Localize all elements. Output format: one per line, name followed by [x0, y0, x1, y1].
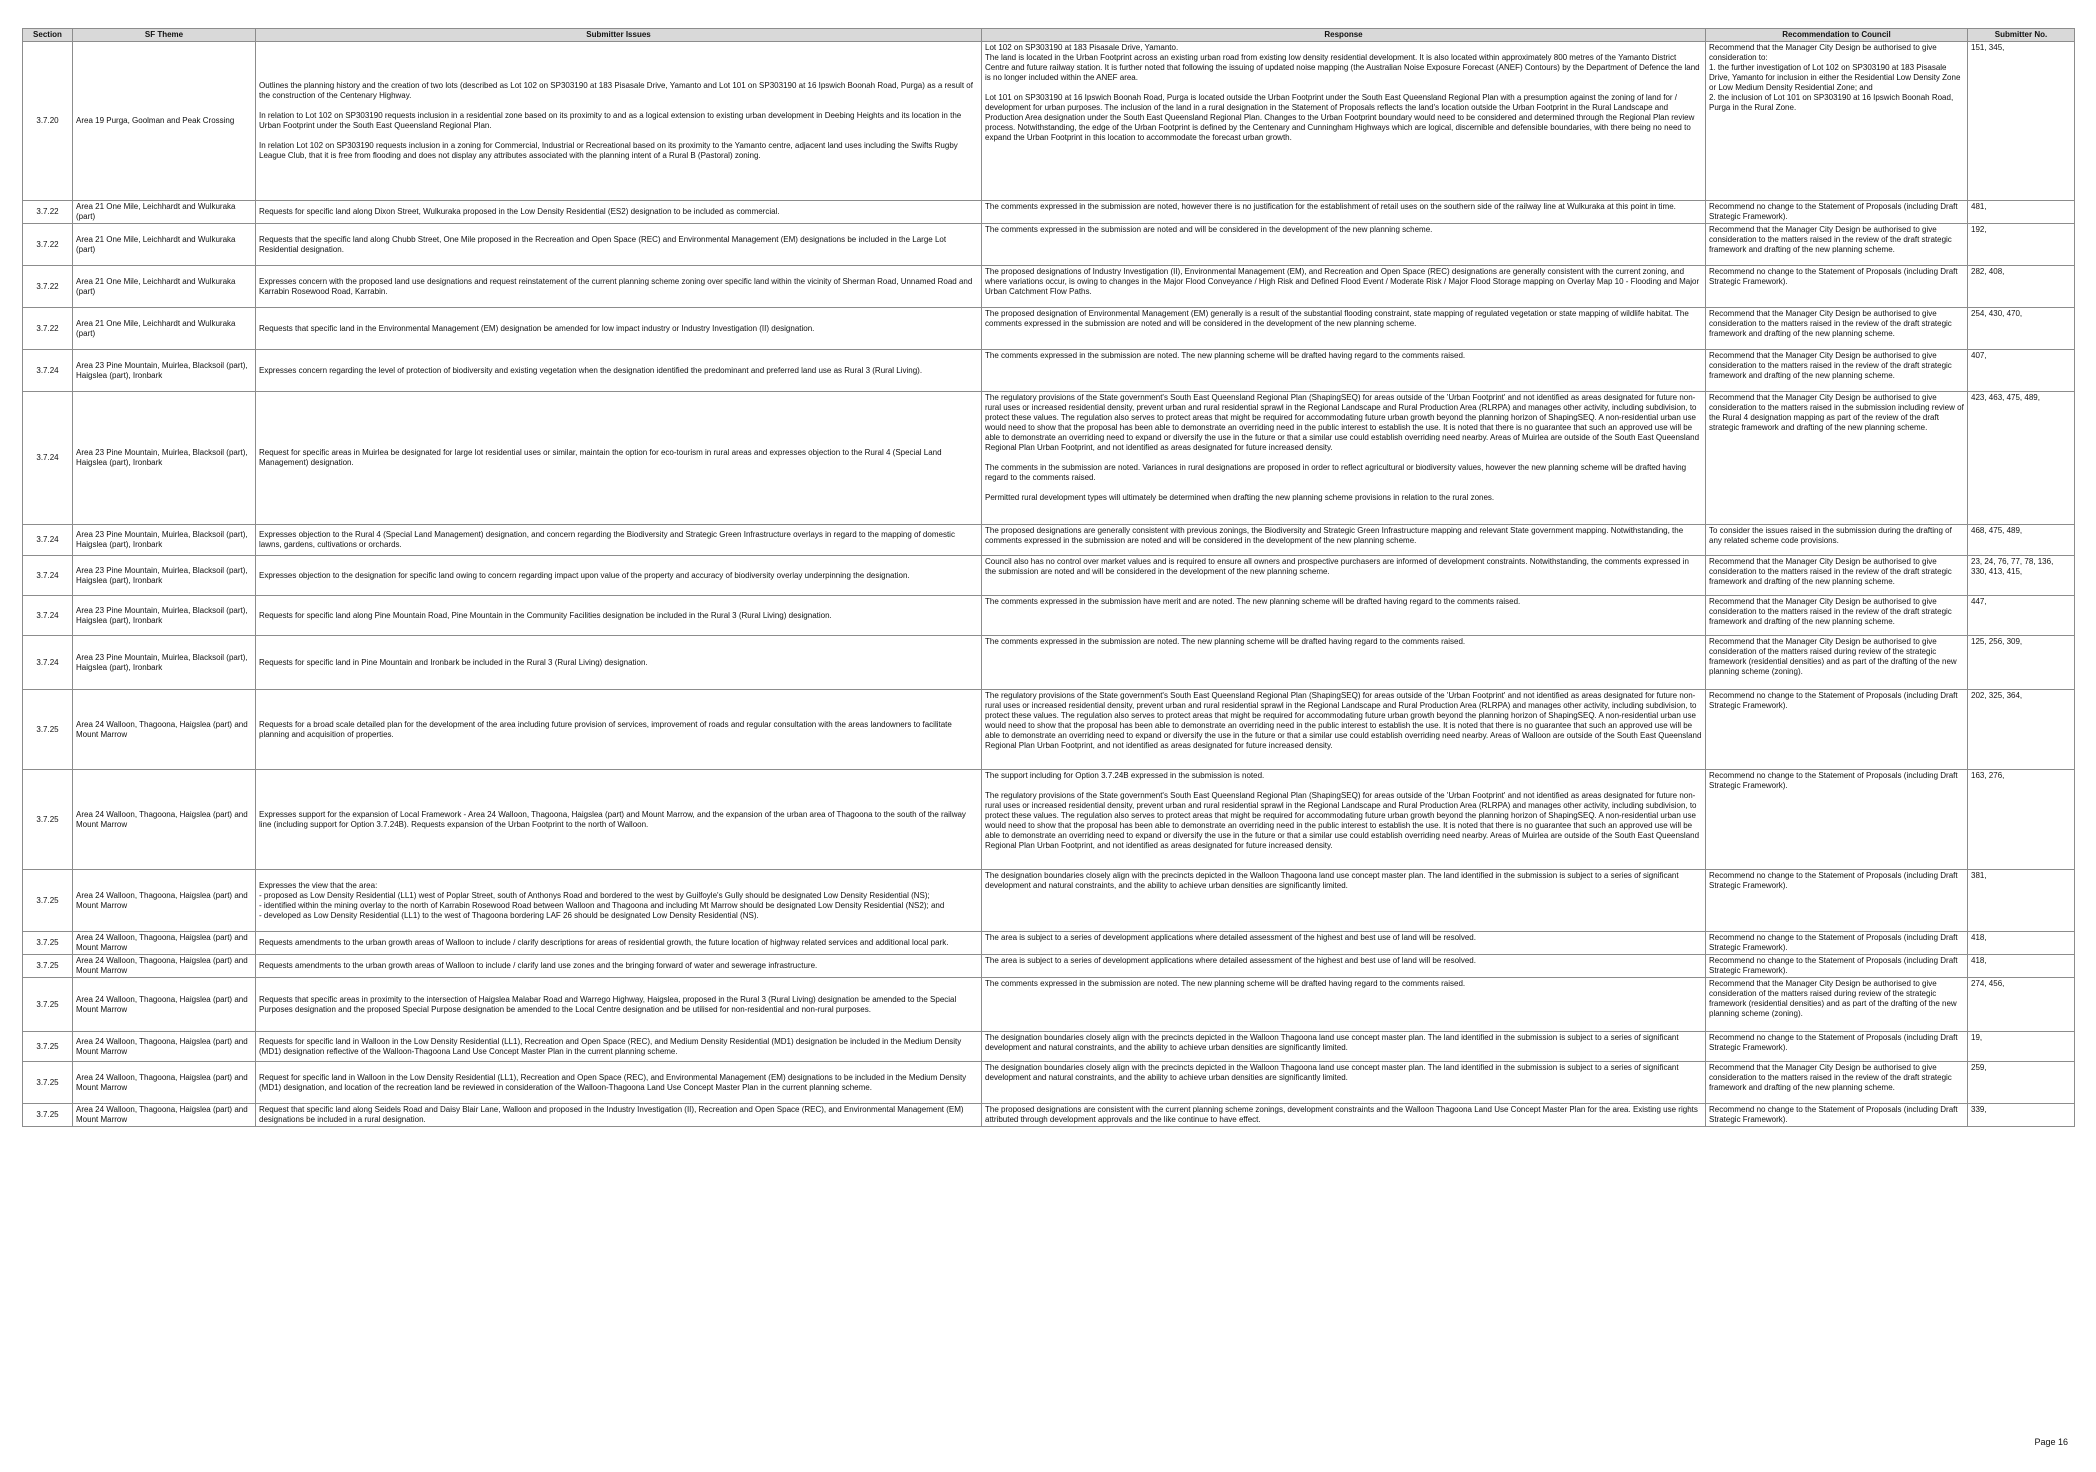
table-row — [23, 690, 2075, 770]
row-submitter-issues: Requests for a broad scale detailed plan for the development of the area including future provision of services, improvement of roads and regular consultation with the areas landowners to facilitate planning and acquisition of properties. — [256, 690, 982, 770]
row-recommendation: Recommend no change to the Statement of Proposals (including Draft Strategic Framework). — [1706, 201, 1968, 224]
row-sf-theme: Area 24 Walloon, Thagoona, Haigslea (part) and Mount Marrow — [73, 1104, 256, 1127]
row-sf-theme: Area 21 One Mile, Leichhardt and Wulkuraka (part) — [73, 201, 256, 224]
row-response: The support including for Option 3.7.24B expressed in the submission is noted. The regulatory provisions of the State government's South East Queensland Regional Plan (ShapingSEQ) for areas outside of the 'Urban Footprint' and not identified as areas designated for future non-rural uses or increased residential density, prevent urban and rural residential sprawl in the Regional Landscape and Rural Production Area (RLRPA) and manages other activity, including subdivision, to protect these values. The regulation also serves to protect areas that might be required for accommodating future urban growth beyond the planning horizon of ShapingSEQ. A non-residential urban use would need to show that the proposal has been able to demonstrate an overriding need in the public interest to establish the use. It is noted that there is no guarantee that such an approved use will be able to demonstrate an overriding need to expand or diversify the use in the future or that a similar use could establish overriding need nearby. Areas of Muirlea are outside of the South East Queensland Regional Plan Urban Footprint, and not identified as areas designated for future increased density. — [982, 770, 1706, 870]
submissions-table — [22, 28, 2075, 1127]
row-submitter-no: 125, 256, 309, — [1968, 636, 2075, 690]
row-response: The comments expressed in the submission are noted and will be considered in the development of the new planning scheme. — [982, 224, 1706, 266]
header-submitter-issues: Submitter Issues — [256, 29, 982, 42]
row-recommendation: Recommend no change to the Statement of Proposals (including Draft Strategic Framework). — [1706, 932, 1968, 955]
page-number: Page 16 — [2034, 1437, 2068, 1447]
row-recommendation: Recommend that the Manager City Design be authorised to give consideration to the matters raised in the review of the draft strategic framework and drafting of the new planning scheme. — [1706, 1062, 1968, 1104]
row-submitter-issues: Request that specific land along Seidels Road and Daisy Blair Lane, Walloon and proposed in the Industry Investigation (II), Recreation and Open Space (REC), and Environmental Management (EM) designations be included in a rural designation. — [256, 1104, 982, 1127]
row-submitter-no: 423, 463, 475, 489, — [1968, 392, 2075, 525]
row-submitter-no: 418, — [1968, 932, 2075, 955]
row-submitter-no: 339, — [1968, 1104, 2075, 1127]
row-submitter-no: 163, 276, — [1968, 770, 2075, 870]
row-recommendation: Recommend that the Manager City Design be authorised to give consideration to the matters raised in the review of the draft strategic framework and drafting of the new planning scheme. — [1706, 224, 1968, 266]
row-response: The designation boundaries closely align with the precincts depicted in the Walloon Thagoona land use concept master plan. The land identified in the submission is subject to a series of significant development and natural constraints, and the ability to achieve urban densities are significantly limited. — [982, 1032, 1706, 1062]
table-row — [23, 392, 2075, 525]
row-response: The regulatory provisions of the State government's South East Queensland Regional Plan (ShapingSEQ) for areas outside of the 'Urban Footprint' and not identified as areas designated for future non-rural uses or increased residential density, prevent urban and rural residential sprawl in the Regional Landscape and Rural Production Area (RLRPA) and manages other activity, including subdivision, to protect these values. The regulation also serves to protect areas that might be required for accommodating future urban growth beyond the planning horizon of ShapingSEQ. A non-residential urban use would need to show that the proposal has been able to demonstrate an overriding need in the public interest to establish the use. It is noted that there is no guarantee that such an approved use will be able to demonstrate an overriding need to expand or diversify the use in the future or that a similar use could establish overriding need nearby. Areas of Walloon are outside of the South East Queensland Regional Plan Urban Footprint, and not identified as areas designated for future increased density. — [982, 690, 1706, 770]
row-response: The proposed designations of Industry Investigation (II), Environmental Management (EM), and Recreation and Open Space (REC) designations are generally consistent with the current zoning, and where variations occur, is owing to changes in the Major Flood Conveyance / High Risk and Defined Flood Event / Moderate Risk / Major Flood Storage mapping on Overlay Map 10 - Flooding and Major Urban Catchment Flow Paths. — [982, 266, 1706, 308]
row-sf-theme: Area 23 Pine Mountain, Muirlea, Blacksoil (part), Haigslea (part), Ironbark — [73, 350, 256, 392]
row-sf-theme: Area 24 Walloon, Thagoona, Haigslea (part) and Mount Marrow — [73, 978, 256, 1032]
row-submitter-issues: Expresses objection to the Rural 4 (Special Land Management) designation, and concern regarding the Biodiversity and Strategic Green Infrastructure overlays in regard to the mapping of domestic lawns, gardens, cultivations or orchards. — [256, 525, 982, 556]
row-section: 3.7.25 — [23, 1032, 73, 1062]
row-recommendation: Recommend that the Manager City Design be authorised to give consideration to the matters raised in the review of the draft strategic framework and drafting of the new planning scheme. — [1706, 350, 1968, 392]
row-sf-theme: Area 24 Walloon, Thagoona, Haigslea (part) and Mount Marrow — [73, 870, 256, 932]
row-recommendation: Recommend no change to the Statement of Proposals (including Draft Strategic Framework). — [1706, 690, 1968, 770]
row-section: 3.7.24 — [23, 596, 73, 636]
header-response: Response — [982, 29, 1706, 42]
row-response: Council also has no control over market values and is required to ensure all owners and prospective purchasers are informed of development constraints. Notwithstanding, the comments expressed in the submission are noted and will be considered in the development of the new planning scheme. — [982, 556, 1706, 596]
row-sf-theme: Area 24 Walloon, Thagoona, Haigslea (part) and Mount Marrow — [73, 1032, 256, 1062]
row-submitter-issues: Requests that specific land in the Environmental Management (EM) designation be amended for low impact industry or Industry Investigation (II) designation. — [256, 308, 982, 350]
row-sf-theme: Area 24 Walloon, Thagoona, Haigslea (part) and Mount Marrow — [73, 690, 256, 770]
row-section: 3.7.25 — [23, 955, 73, 978]
row-submitter-issues: Requests amendments to the urban growth areas of Walloon to include / clarify land use zones and the bringing forward of water and sewerage infrastructure. — [256, 955, 982, 978]
row-recommendation: Recommend that the Manager City Design be authorised to give consideration to the matters raised in the review of the draft strategic framework and drafting of the new planning scheme. — [1706, 308, 1968, 350]
row-submitter-issues: Request for specific land in Walloon in the Low Density Residential (LL1), Recreation and Open Space (REC), and Environmental Management (EM) designations to be included in the Medium Density (MD1) designation, and location of the recreation land be reviewed in consideration of the Walloon-Thagoona Land Use Concept Master Plan in the current planning scheme. — [256, 1062, 982, 1104]
header-submitter-no: Submitter No. — [1968, 29, 2075, 42]
row-section: 3.7.22 — [23, 308, 73, 350]
row-sf-theme: Area 19 Purga, Goolman and Peak Crossing — [73, 42, 256, 201]
table-row — [23, 1032, 2075, 1062]
row-section: 3.7.22 — [23, 201, 73, 224]
table-row — [23, 224, 2075, 266]
row-response: The designation boundaries closely align with the precincts depicted in the Walloon Thagoona land use concept master plan. The land identified in the submission is subject to a series of significant development and natural constraints, and the ability to achieve urban densities are significantly limited. — [982, 870, 1706, 932]
row-submitter-no: 23, 24, 76, 77, 78, 136, 330, 413, 415, — [1968, 556, 2075, 596]
table-row — [23, 870, 2075, 932]
row-recommendation: Recommend that the Manager City Design be authorised to give consideration of the matters raised during review of the strategic framework (residential densities) and as part of the drafting of the new planning scheme (zoning). — [1706, 636, 1968, 690]
row-response: Lot 102 on SP303190 at 183 Pisasale Drive, Yamanto. The land is located in the Urban Footprint across an existing urban road from existing low density residential development. It is also located within approximately 800 metres of the Yamanto District Centre and future railway station. It is further noted that following the issuing of updated noise mapping (the Australian Noise Exposure Forecast (ANEF) Contours) by the Department of Defence the land is no longer included within the ANEF area. Lot 101 on SP303190 at 16 Ipswich Boonah Road, Purga is located outside the Urban Footprint under the South East Queensland Regional Plan with a presumption against the zoning of land for / development for urban purposes. The inclusion of the land in a rural designation in the Statement of Proposals reflects the land's location outside the Urban Footprint in the Rural Landscape and Production Area designation under the South East Queensland Regional Plan. Changes to the Urban Footprint boundary would need to be considered and determined through the Regional Plan review process. Notwithstanding, the edge of the Urban Footprint is defined by the Centenary and Cunningham Highways which are logical, discernible and defensible boundaries, with there being no need to expand the Urban Footprint in this location to accommodate the forecast urban growth. — [982, 42, 1706, 201]
row-submitter-no: 274, 456, — [1968, 978, 2075, 1032]
row-response: The area is subject to a series of development applications where detailed assessment of the highest and best use of land will be resolved. — [982, 955, 1706, 978]
row-response: The comments expressed in the submission are noted, however there is no justification for the establishment of retail uses on the southern side of the railway line at Wulkuraka at this point in time. — [982, 201, 1706, 224]
row-section: 3.7.24 — [23, 556, 73, 596]
row-response: The comments expressed in the submission have merit and are noted. The new planning scheme will be drafted having regard to the comments raised. — [982, 596, 1706, 636]
row-submitter-issues: Outlines the planning history and the creation of two lots (described as Lot 102 on SP303190 at 183 Pisasale Drive, Yamanto and Lot 101 on SP303190 at 16 Ipswich Boonah Road, Purga) as a result of the construction of the Centenary Highway. In relation to Lot 102 on SP303190 requests inclusion in a residential zone based on its proximity to and as a logical extension to existing urban development in Deebing Heights and its location in the Urban Footprint under the South East Queensland Regional Plan. In relation Lot 102 on SP303190 requests inclusion in a zoning for Commercial, Industrial or Recreational based on its proximity to the Yamanto centre, adjacent land uses including the Swifts Rugby League Club, that it is free from flooding and does not display any attributes associated with the planning intent of a Rural B (Pastoral) zoning. — [256, 42, 982, 201]
table-row — [23, 978, 2075, 1032]
table-row — [23, 1062, 2075, 1104]
row-section: 3.7.20 — [23, 42, 73, 201]
row-submitter-no: 447, — [1968, 596, 2075, 636]
row-section: 3.7.25 — [23, 1062, 73, 1104]
row-response: The designation boundaries closely align with the precincts depicted in the Walloon Thagoona land use concept master plan. The land identified in the submission is subject to a series of significant development and natural constraints, and the ability to achieve urban densities are significantly limited. — [982, 1062, 1706, 1104]
row-response: The proposed designations are generally consistent with previous zonings, the Biodiversity and Strategic Green Infrastructure mapping and relevant State government mapping. Notwithstanding, the comments expressed in the submission are noted and will be considered in the development of the new planning scheme. — [982, 525, 1706, 556]
row-sf-theme: Area 23 Pine Mountain, Muirlea, Blacksoil (part), Haigslea (part), Ironbark — [73, 596, 256, 636]
table-row — [23, 1104, 2075, 1127]
row-sf-theme: Area 24 Walloon, Thagoona, Haigslea (part) and Mount Marrow — [73, 770, 256, 870]
row-recommendation: Recommend no change to the Statement of Proposals (including Draft Strategic Framework). — [1706, 770, 1968, 870]
row-response: The regulatory provisions of the State government's South East Queensland Regional Plan (ShapingSEQ) for areas outside of the 'Urban Footprint' and not identified as areas designated for future non-rural uses or increased residential density, prevent urban and rural residential sprawl in the Regional Landscape and Rural Production Area (RLRPA) and manages other activity, including subdivision, to protect these values. The regulation also serves to protect areas that might be required for accommodating future urban growth beyond the planning horizon of ShapingSEQ. A non-residential urban use would need to show that the proposal has been able to demonstrate an overriding need in the public interest to establish the use. It is noted that there is no guarantee that such an approved use will be able to demonstrate an overriding need to expand or diversify the use in the future or that a similar use could establish overriding need nearby. Areas of Muirlea are outside of the South East Queensland Regional Plan Urban Footprint, and not identified as areas designated for future increased density. The comments in the submission are noted. Variances in rural designations are proposed in order to reflect agricultural or biodiversity values, however the new planning scheme will be drafted having regard to the comments raised. Permitted rural development types will ultimately be determined when drafting the new planning scheme provisions in relation to the rural zones. — [982, 392, 1706, 525]
row-sf-theme: Area 24 Walloon, Thagoona, Haigslea (part) and Mount Marrow — [73, 1062, 256, 1104]
row-section: 3.7.25 — [23, 978, 73, 1032]
row-submitter-no: 254, 430, 470, — [1968, 308, 2075, 350]
row-submitter-issues: Expresses concern with the proposed land use designations and request reinstatement of the current planning scheme zoning over specific land within the vicinity of Sherman Road, Unnamed Road and Karrabin Rosewood Road, Karrabin. — [256, 266, 982, 308]
table-row — [23, 596, 2075, 636]
table-row — [23, 932, 2075, 955]
row-recommendation: Recommend that the Manager City Design be authorised to give consideration to the matters raised in the review of the draft strategic framework and drafting of the new planning scheme. — [1706, 556, 1968, 596]
row-submitter-no: 418, — [1968, 955, 2075, 978]
row-sf-theme: Area 24 Walloon, Thagoona, Haigslea (part) and Mount Marrow — [73, 955, 256, 978]
row-response: The proposed designation of Environmental Management (EM) generally is a result of the substantial flooding constraint, state mapping of regulated vegetation or state mapping of wildlife habitat. The comments expressed in the submission are noted and will be considered in the development of the new planning scheme. — [982, 308, 1706, 350]
row-sf-theme: Area 23 Pine Mountain, Muirlea, Blacksoil (part), Haigslea (part), Ironbark — [73, 525, 256, 556]
header-recommendation: Recommendation to Council — [1706, 29, 1968, 42]
row-response: The comments expressed in the submission are noted. The new planning scheme will be drafted having regard to the comments raised. — [982, 978, 1706, 1032]
table-row — [23, 955, 2075, 978]
table-row — [23, 308, 2075, 350]
row-recommendation: Recommend that the Manager City Design be authorised to give consideration of the matters raised during review of the strategic framework (residential densities) and as part of the drafting of the new planning scheme (zoning). — [1706, 978, 1968, 1032]
row-response: The comments expressed in the submission are noted. The new planning scheme will be drafted having regard to the comments raised. — [982, 350, 1706, 392]
row-submitter-no: 151, 345, — [1968, 42, 2075, 201]
row-submitter-issues: Requests for specific land in Pine Mountain and Ironbark be included in the Rural 3 (Rural Living) designation. — [256, 636, 982, 690]
row-submitter-issues: Expresses support for the expansion of Local Framework - Area 24 Walloon, Thagoona, Haigslea (part) and Mount Marrow, and the expansion of the urban area of Thagoona to the south of the railway line (including support for Option 3.7.24B). Requests expansion of the Urban Footprint to the north of Walloon. — [256, 770, 982, 870]
row-submitter-no: 19, — [1968, 1032, 2075, 1062]
row-recommendation: Recommend that the Manager City Design be authorised to give consideration to the matters raised in the review of the draft strategic framework and drafting of the new planning scheme. — [1706, 596, 1968, 636]
header-sf-theme: SF Theme — [73, 29, 256, 42]
row-submitter-issues: Requests for specific land in Walloon in the Low Density Residential (LL1), Recreation and Open Space (REC), and Medium Density Residential (MD1) designation be included in the Medium Density (MD1) designation reflective of the Walloon-Thagoona Land Use Concept Master Plan in the current planning scheme. — [256, 1032, 982, 1062]
row-submitter-no: 259, — [1968, 1062, 2075, 1104]
row-response: The comments expressed in the submission are noted. The new planning scheme will be drafted having regard to the comments raised. — [982, 636, 1706, 690]
row-recommendation: Recommend no change to the Statement of Proposals (including Draft Strategic Framework). — [1706, 266, 1968, 308]
row-sf-theme: Area 23 Pine Mountain, Muirlea, Blacksoil (part), Haigslea (part), Ironbark — [73, 392, 256, 525]
row-submitter-no: 381, — [1968, 870, 2075, 932]
row-recommendation: Recommend that the Manager City Design be authorised to give consideration to: 1. the further investigation of Lot 102 on SP303190 at 183 Pisasale Drive, Yamanto for inclusion in either the Residential Low Density Zone or Low Medium Density Residential Zone; and 2. the inclusion of Lot 101 on SP303190 at 16 Ipswich Boonah Road, Purga in the Rural Zone. — [1706, 42, 1968, 201]
table-row — [23, 350, 2075, 392]
row-response: The proposed designations are consistent with the current planning scheme zonings, development constraints and the Walloon Thagoona Land Use Concept Master Plan for the area. Existing use rights attributed through development approvals and the like continue to have effect. — [982, 1104, 1706, 1127]
row-submitter-issues: Expresses objection to the designation for specific land owing to concern regarding impact upon value of the property and accuracy of biodiversity overlay underpinning the designation. — [256, 556, 982, 596]
row-recommendation: To consider the issues raised in the submission during the drafting of any related scheme code provisions. — [1706, 525, 1968, 556]
row-submitter-issues: Requests amendments to the urban growth areas of Walloon to include / clarify descriptions for areas of residential growth, the future location of highway related services and additional local park. — [256, 932, 982, 955]
row-sf-theme: Area 21 One Mile, Leichhardt and Wulkuraka (part) — [73, 266, 256, 308]
row-section: 3.7.22 — [23, 224, 73, 266]
row-submitter-no: 202, 325, 364, — [1968, 690, 2075, 770]
row-submitter-no: 468, 475, 489, — [1968, 525, 2075, 556]
row-sf-theme: Area 23 Pine Mountain, Muirlea, Blacksoil (part), Haigslea (part), Ironbark — [73, 636, 256, 690]
row-section: 3.7.25 — [23, 1104, 73, 1127]
row-recommendation: Recommend no change to the Statement of Proposals (including Draft Strategic Framework). — [1706, 1104, 1968, 1127]
row-submitter-issues: Requests for specific land along Dixon Street, Wulkuraka proposed in the Low Density Residential (ES2) designation to be included as commercial. — [256, 201, 982, 224]
row-recommendation: Recommend that the Manager City Design be authorised to give consideration to the matters raised in the submission including review of the Rural 4 designation mapping as part of the review of the draft strategic framework and drafting of the new planning scheme. — [1706, 392, 1968, 525]
row-submitter-no: 282, 408, — [1968, 266, 2075, 308]
row-submitter-issues: Requests that specific areas in proximity to the intersection of Haigslea Malabar Road and Warrego Highway, Haigslea, proposed in the Rural 3 (Rural Living) designation be amended to the Special Purposes designation and the proposed Special Purpose designation be amended to the Local Centre designation and be utilised for non-residential and non-rural purposes. — [256, 978, 982, 1032]
row-sf-theme: Area 21 One Mile, Leichhardt and Wulkuraka (part) — [73, 308, 256, 350]
row-submitter-issues: Requests for specific land along Pine Mountain Road, Pine Mountain in the Community Facilities designation be included in the Rural 3 (Rural Living) designation. — [256, 596, 982, 636]
row-recommendation: Recommend no change to the Statement of Proposals (including Draft Strategic Framework). — [1706, 955, 1968, 978]
row-submitter-issues: Expresses concern regarding the level of protection of biodiversity and existing vegetation when the designation identified the predominant and preferred land use as Rural 3 (Rural Living). — [256, 350, 982, 392]
row-submitter-no: 192, — [1968, 224, 2075, 266]
row-submitter-no: 481, — [1968, 201, 2075, 224]
row-sf-theme: Area 23 Pine Mountain, Muirlea, Blacksoil (part), Haigslea (part), Ironbark — [73, 556, 256, 596]
row-submitter-issues: Expresses the view that the area: - proposed as Low Density Residential (LL1) west of Poplar Street, south of Anthonys Road and bordered to the west by Guilfoyle's Gully should be designated Low Density Residential (NS); - identified within the mining overlay to the north of Karrabin Rosewood Road between Walloon and Thagoona and including Mt Marrow should be designated Low Density Residential (NS2); and - developed as Low Density Residential (LL1) to the west of Thagoona bordering LAF 26 should be designated Low Density Residential (NS). — [256, 870, 982, 932]
table-row — [23, 42, 2075, 201]
row-section: 3.7.25 — [23, 870, 73, 932]
table-row — [23, 201, 2075, 224]
table-row — [23, 525, 2075, 556]
row-submitter-issues: Request for specific areas in Muirlea be designated for large lot residential uses or similar, maintain the option for eco-tourism in rural areas and expresses objection to the Rural 4 (Special Land Management) designation. — [256, 392, 982, 525]
row-section: 3.7.25 — [23, 932, 73, 955]
row-recommendation: Recommend no change to the Statement of Proposals (including Draft Strategic Framework). — [1706, 1032, 1968, 1062]
table-row — [23, 556, 2075, 596]
row-submitter-issues: Requests that the specific land along Chubb Street, One Mile proposed in the Recreation and Open Space (REC) and Environmental Management (EM) designations be included in the Large Lot Residential designation. — [256, 224, 982, 266]
row-response: The area is subject to a series of development applications where detailed assessment of the highest and best use of land will be resolved. — [982, 932, 1706, 955]
row-recommendation: Recommend no change to the Statement of Proposals (including Draft Strategic Framework). — [1706, 870, 1968, 932]
table-row — [23, 266, 2075, 308]
row-sf-theme: Area 21 One Mile, Leichhardt and Wulkuraka (part) — [73, 224, 256, 266]
row-sf-theme: Area 24 Walloon, Thagoona, Haigslea (part) and Mount Marrow — [73, 932, 256, 955]
row-section: 3.7.24 — [23, 350, 73, 392]
row-section: 3.7.25 — [23, 690, 73, 770]
row-section: 3.7.24 — [23, 525, 73, 556]
row-section: 3.7.22 — [23, 266, 73, 308]
table-row — [23, 636, 2075, 690]
row-section: 3.7.24 — [23, 636, 73, 690]
table-row — [23, 770, 2075, 870]
row-submitter-no: 407, — [1968, 350, 2075, 392]
header-section: Section — [23, 29, 73, 42]
row-section: 3.7.25 — [23, 770, 73, 870]
row-section: 3.7.24 — [23, 392, 73, 525]
header-row — [23, 29, 2075, 42]
